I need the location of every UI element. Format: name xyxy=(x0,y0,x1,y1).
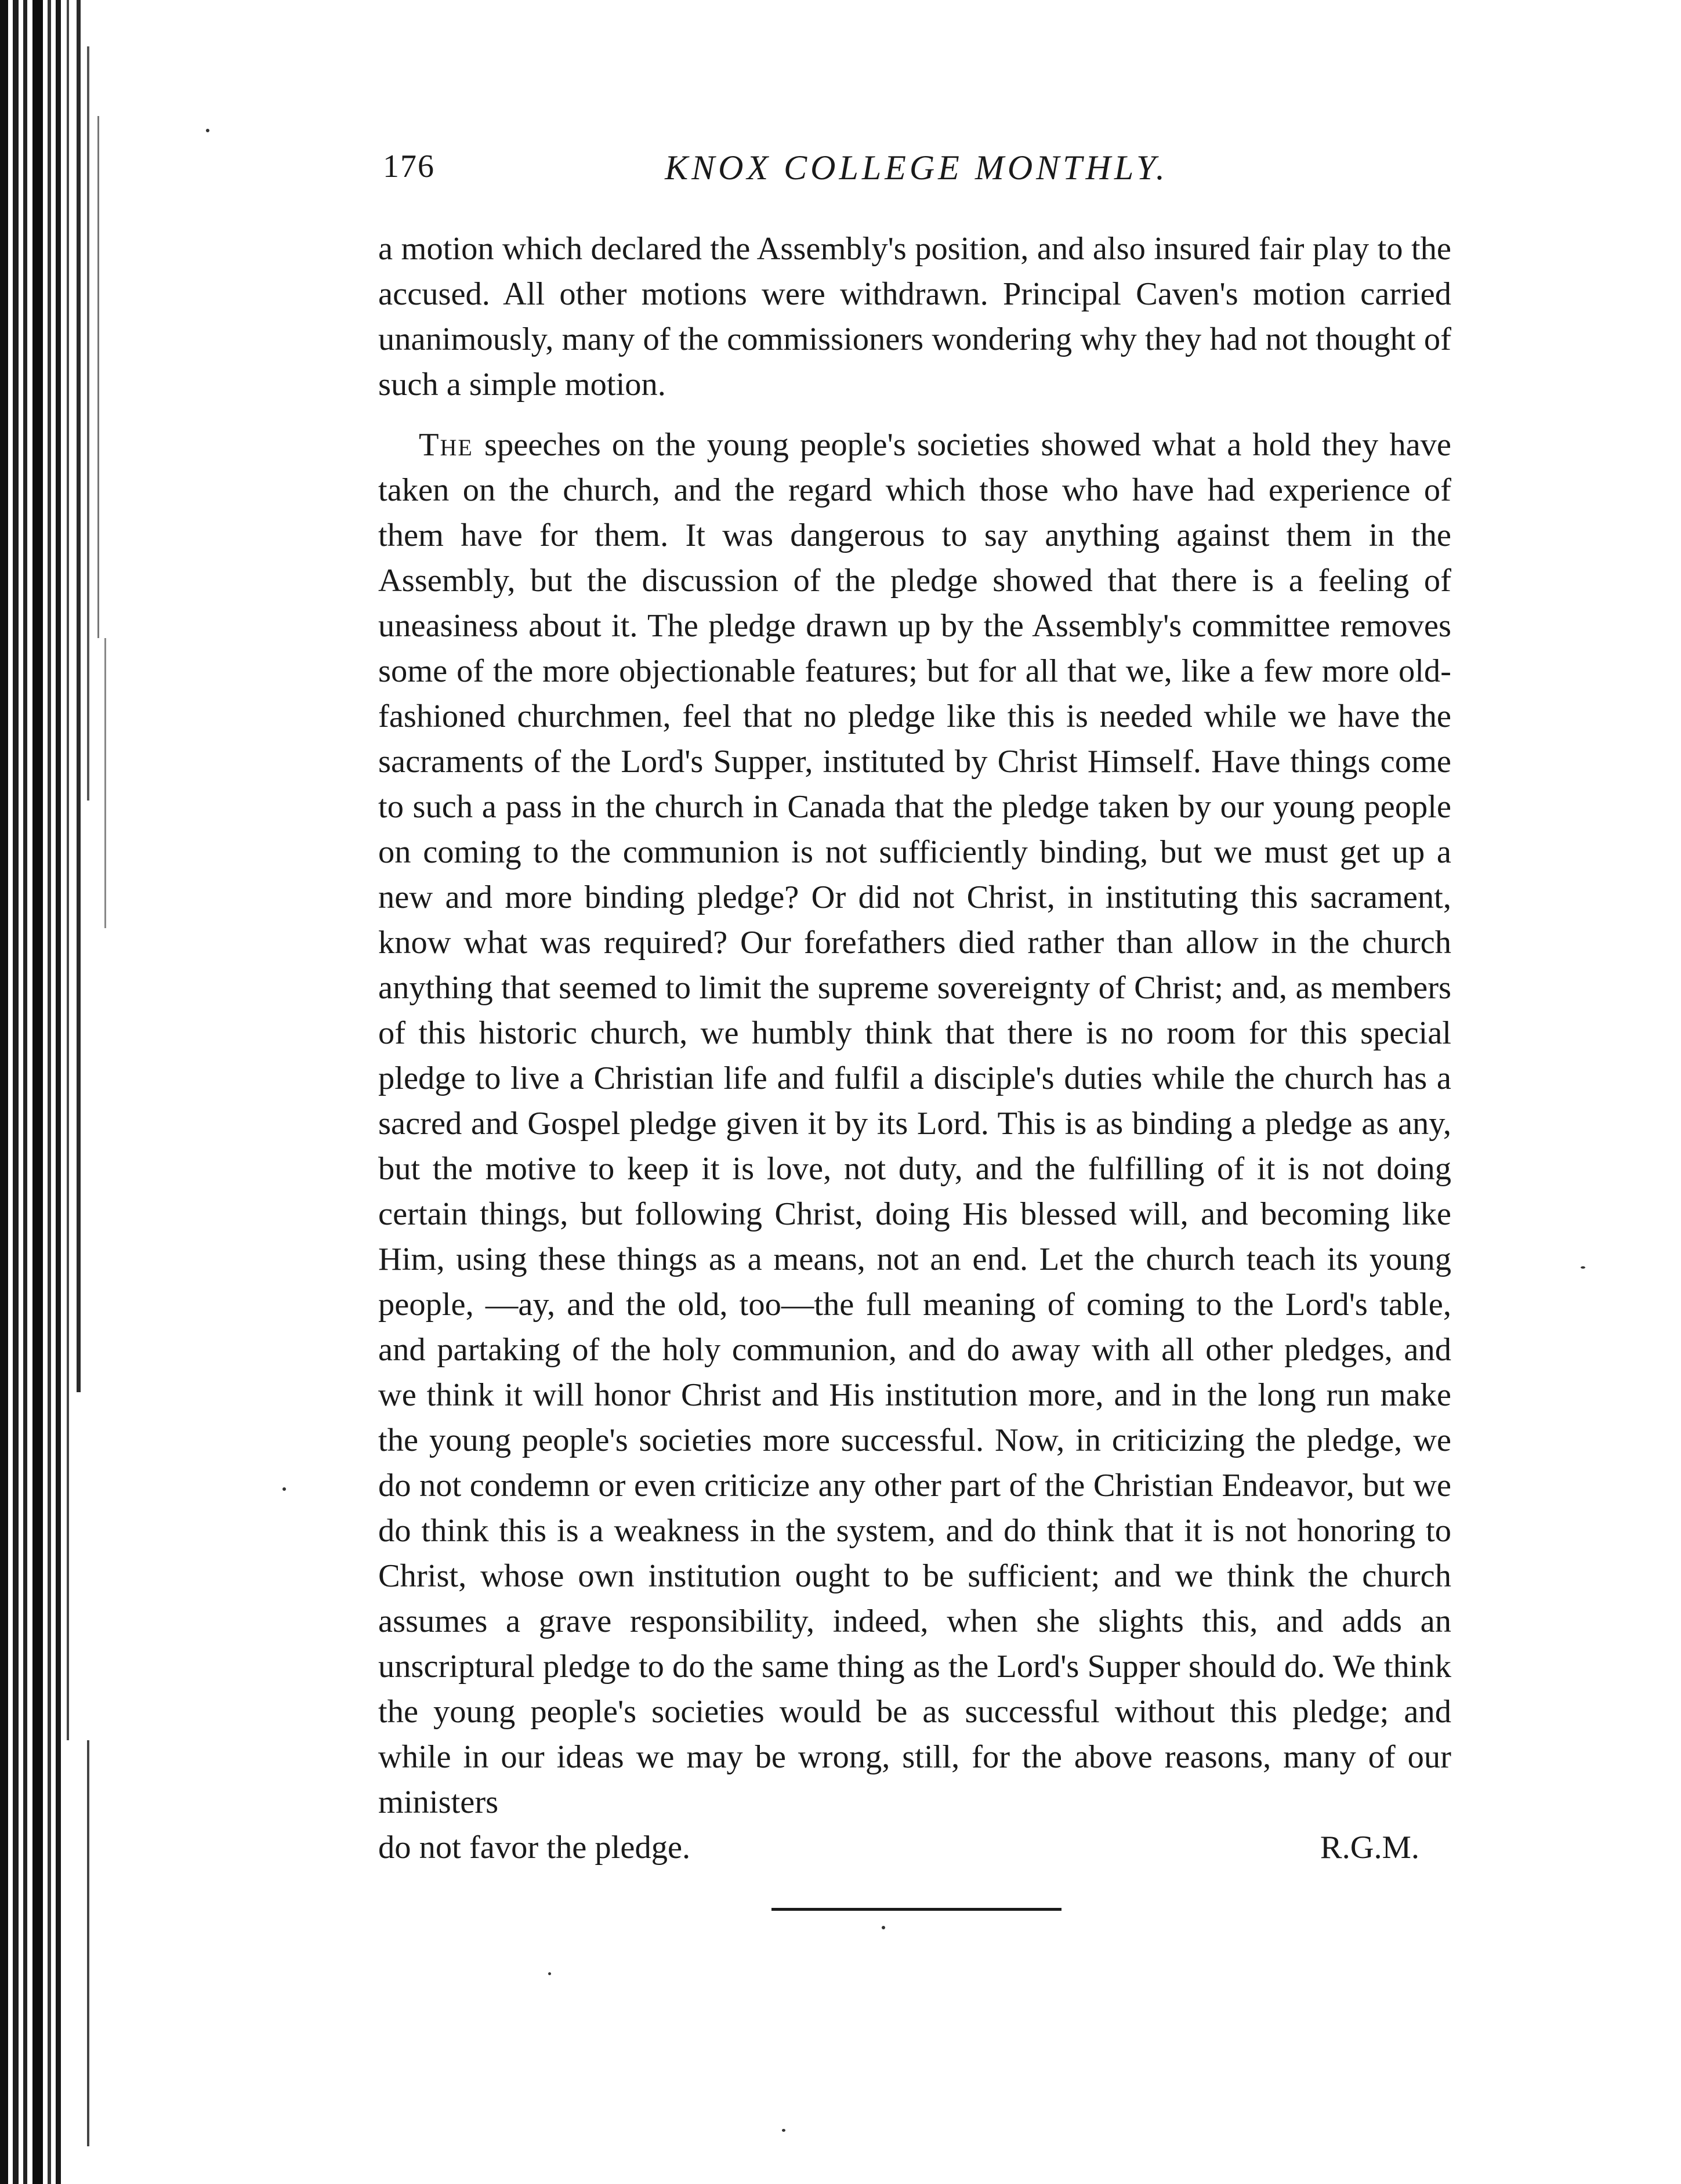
closing-text: do not favor the pledge. xyxy=(378,1830,691,1866)
scan-speck xyxy=(282,1487,286,1491)
paragraph-1: a motion which declared the Assembly's position, and also insured fair play to the accused. All other motions were withdrawn. Principal Caven's motion carried unanimously, many of the commissioners wondering why they had not thought of such a simple motion. xyxy=(378,231,1451,403)
closing-line xyxy=(378,1825,1451,1870)
scan-speck xyxy=(548,1972,551,1975)
scan-binding-edge xyxy=(0,0,133,2184)
page-header xyxy=(383,148,1450,200)
scan-speck xyxy=(1581,1266,1585,1269)
paragraph-2-text: speeches on the young people's societies showed what a hold they have taken on the church, and the regard which those who have had experience of them have for them. It was dangerous to say anything against them in the Assembly, but the discussion of the pledge showed that there is a feeling of uneasiness about it. The pledge drawn up by the Assembly's committee removes some of the more objectionable features; but for all that we, like a few more old-fashioned churchmen, feel that no pledge like this is needed while we have the sacraments of the Lord's Supper, instituted by Christ Himself. Have things come to such a pass in the church in Canada that the pledge taken by our young people on coming to the communion is not sufficiently binding, but we must get up a new and more binding pledge? Or did not Christ, in instituting this sacrament, know what was required? Our forefathers died rather than allow in the church anything that seemed to limit the supreme sovereignty of Christ; and, as members of this historic church, we humbly think that there is no room for this special pledge to live a Christian life and fulfil a disciple's duties while the church has a sacred and Gospel pledge given it by its Lord. This is as binding a pledge as any, but the motive to keep it is love, not duty, and the fulfilling of it is not doing certain things, but following Christ, doing His blessed will, and becoming like Him, using these things as a means, not an end. Let the church teach its young people, —ay, and the old, too—the full meaning of coming to the Lord's table, and partaking of the holy communion, and do away with all other pledges, and we think it will honor Christ and His institution more, and in the long run make the young people's societies more successful. Now, in criticizing the pledge, we do not condemn or even criticize any other part of the Christian Endeavor, but we do think this is a weakness in the system, and do think that it is not honoring to Christ, whose own institution ought to be sufficient; and we think the church assumes a grave responsibility, indeed, when she slights this, and adds an unscriptural pledge to do the same thing as the Lord's Supper should do. We think the young people's societies would be as successful without this pledge; and while in our ideas we may be wrong, still, for the above reasons, many of our ministers xyxy=(378,427,1452,1820)
article-body xyxy=(378,226,1451,1870)
running-title: KNOX COLLEGE MONTHLY. xyxy=(665,149,1168,187)
paragraph-2-lead-word: The xyxy=(419,427,473,463)
page-number: 176 xyxy=(383,149,435,184)
scan-speck xyxy=(782,2129,785,2132)
author-signature: R.G.M. xyxy=(1320,1830,1419,1866)
scan-speck xyxy=(206,129,209,132)
paragraph-2 xyxy=(378,422,1451,1825)
section-divider-rule xyxy=(771,1908,1062,1911)
scan-speck xyxy=(882,1926,885,1929)
